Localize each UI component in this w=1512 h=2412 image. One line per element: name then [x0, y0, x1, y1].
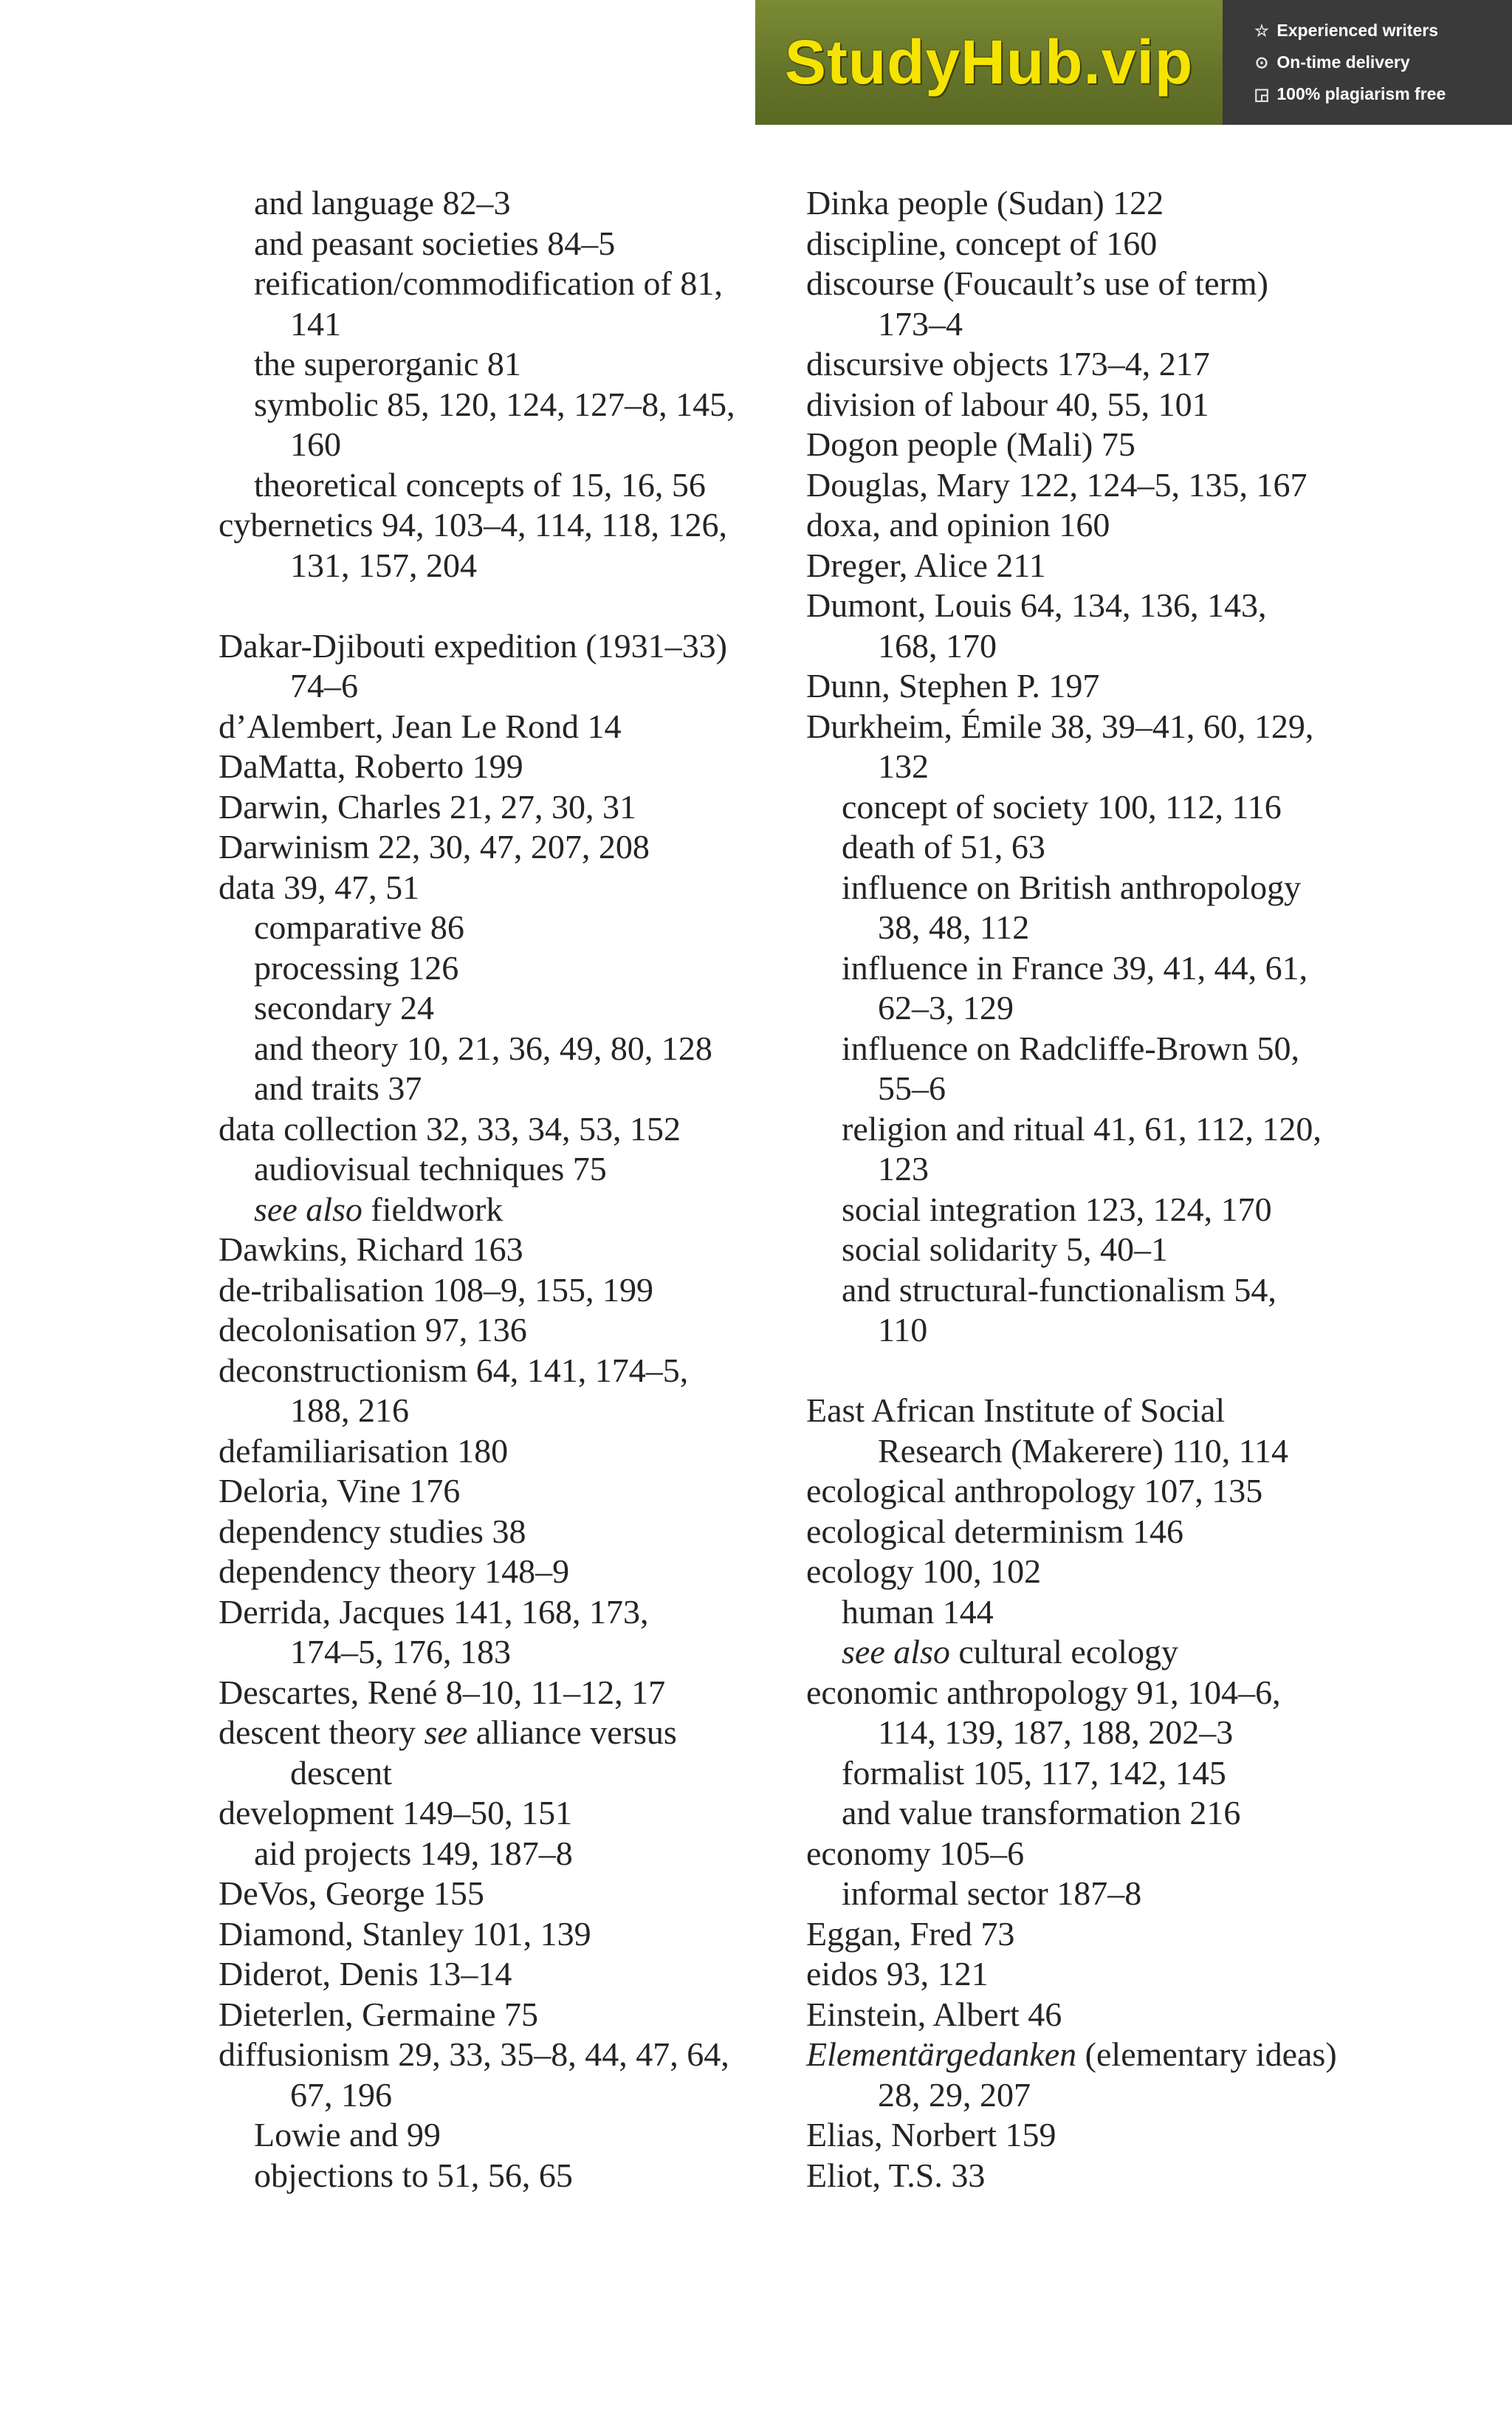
entry-text: religion and ritual 41, 61, 112, 120, [842, 1109, 1322, 1148]
entry-text: ecology 100, 102 [806, 1552, 1042, 1590]
entry-text: the superorganic 81 [254, 345, 521, 383]
index-turnover-line [219, 666, 735, 707]
entry-text: Dreger, Alice 211 [806, 546, 1046, 584]
entry-text: symbolic 85, 120, 124, 127–8, 145, [254, 385, 735, 423]
index-entry [219, 1310, 735, 1351]
index-entry [219, 1109, 735, 1150]
feature-item [1251, 15, 1446, 47]
index-subentry [219, 465, 735, 506]
entry-text: audiovisual techniques 75 [254, 1150, 607, 1188]
entry-text: Eggan, Fred 73 [806, 1914, 1015, 1953]
index-turnover-line [806, 1431, 1337, 1472]
entry-text: Darwin, Charles 21, 27, 30, 31 [219, 787, 636, 826]
index-entry [806, 546, 1337, 586]
index-entry [219, 1914, 735, 1955]
entry-text: Deloria, Vine 176 [219, 1472, 461, 1510]
entry-text: Dogon people (Mali) 75 [806, 425, 1135, 463]
index-entry [806, 2035, 1337, 2075]
entry-text: concept of society 100, 112, 116 [842, 787, 1282, 826]
feature-item [1251, 78, 1446, 110]
entry-text: doxa, and opinion 160 [806, 506, 1110, 544]
index-subentry [219, 988, 735, 1029]
index-entry [219, 1954, 735, 1995]
index-turnover-line [806, 626, 1337, 667]
entry-text: Elias, Norbert 159 [806, 2116, 1056, 2154]
entry-text: deconstructionism 64, 141, 174–5, [219, 1351, 689, 1389]
index-entry [806, 224, 1337, 264]
index-turnover-line [219, 304, 735, 345]
entry-text: dependency studies 38 [219, 1512, 526, 1550]
index-entry [806, 1471, 1337, 1512]
entry-text: fieldwork [362, 1190, 504, 1228]
entry-text: descent theory [219, 1713, 425, 1751]
index-subentry [806, 1793, 1337, 1834]
entry-text: discipline, concept of 160 [806, 224, 1158, 262]
entry-text: 174–5, 176, 183 [290, 1633, 511, 1671]
index-turnover-line [806, 1149, 1337, 1190]
entry-text: Descartes, René 8–10, 11–12, 17 [219, 1673, 666, 1711]
entry-text: East African Institute of Social [806, 1391, 1226, 1429]
feature-label: Experienced writers [1276, 21, 1438, 40]
entry-text: 141 [290, 304, 341, 343]
index-turnover-line [219, 1753, 735, 1794]
entry-text: data 39, 47, 51 [219, 868, 420, 906]
entry-text: 28, 29, 207 [878, 2075, 1031, 2114]
index-entry [219, 747, 735, 787]
entry-text: death of 51, 63 [842, 828, 1045, 866]
index-turnover-line [219, 2075, 735, 2116]
index-entry [219, 1230, 735, 1270]
entry-text: ecological determinism 146 [806, 1512, 1183, 1550]
entry-text: economy 105–6 [806, 1834, 1025, 1872]
entry-text: alliance versus [467, 1713, 677, 1751]
index-subentry [219, 344, 735, 385]
index-entry [806, 1552, 1337, 1592]
index-subentry [806, 827, 1337, 868]
index-entry [806, 385, 1337, 425]
document-check-icon: ◲ [1254, 85, 1270, 103]
index-subentry [219, 2156, 735, 2196]
index-subentry [806, 1874, 1337, 1914]
entry-text: division of labour 40, 55, 101 [806, 385, 1209, 423]
feature-list [1251, 15, 1446, 110]
logo-text: StudyHub.vip [784, 27, 1194, 97]
entry-text: reification/commodification of 81, [254, 264, 723, 302]
entry-text: de-tribalisation 108–9, 155, 199 [219, 1270, 653, 1309]
index-entry [806, 183, 1337, 224]
index-subentry [219, 183, 735, 224]
entry-text: Dinka people (Sudan) 122 [806, 184, 1164, 222]
entry-text: aid projects 149, 187–8 [254, 1834, 573, 1872]
entry-text: economic anthropology 91, 104–6, [806, 1673, 1281, 1711]
index-entry [806, 2156, 1337, 2196]
entry-text: objections to 51, 56, 65 [254, 2156, 573, 2194]
entry-text: 188, 216 [290, 1391, 409, 1429]
entry-text: theoretical concepts of 15, 16, 56 [254, 465, 706, 504]
entry-text: 67, 196 [290, 2075, 392, 2114]
entry-text: processing 126 [254, 948, 459, 987]
italic-cross-reference: see also [254, 1190, 362, 1228]
star-icon: ☆ [1254, 21, 1269, 40]
index-subentry [806, 1592, 1337, 1633]
index-entry [219, 868, 735, 908]
entry-text: and peasant societies 84–5 [254, 224, 616, 262]
index-entry [806, 505, 1337, 546]
index-entry [219, 1713, 735, 1753]
index-entry [219, 1552, 735, 1592]
entry-text: Dieterlen, Germaine 75 [219, 1995, 538, 2033]
index-subentry [806, 1109, 1337, 1150]
entry-text: d’Alembert, Jean Le Rond 14 [219, 707, 622, 745]
entry-text: (elementary ideas) [1076, 2035, 1337, 2073]
entry-text: dependency theory 148–9 [219, 1552, 570, 1590]
index-turnover-line [806, 1069, 1337, 1109]
index-turnover-line [806, 304, 1337, 345]
italic-cross-reference: see also [842, 1633, 950, 1671]
index-letter-group [219, 626, 735, 2196]
entry-text: 62–3, 129 [878, 989, 1014, 1027]
index-entry [806, 1954, 1337, 1995]
entry-text: influence on British anthropology [842, 868, 1302, 906]
index-entry [806, 344, 1337, 385]
entry-text: Lowie and 99 [254, 2116, 441, 2154]
entry-text: development 149–50, 151 [219, 1794, 573, 1832]
index-subentry [219, 385, 735, 425]
index-entry [219, 1431, 735, 1472]
entry-text: and theory 10, 21, 36, 49, 80, 128 [254, 1029, 712, 1067]
index-entry [806, 425, 1337, 465]
entry-text: decolonisation 97, 136 [219, 1311, 527, 1349]
entry-text: influence in France 39, 41, 44, 61, [842, 948, 1308, 987]
entry-text: cybernetics 94, 103–4, 114, 118, 126, [219, 506, 728, 544]
index-entry [806, 465, 1337, 506]
entry-text: Darwinism 22, 30, 47, 207, 208 [219, 828, 650, 866]
index-entry [219, 2035, 735, 2075]
index-entry [806, 1834, 1337, 1874]
index-entry [806, 707, 1337, 747]
index-subentry [806, 1270, 1337, 1311]
index-subentry [806, 948, 1337, 989]
entry-text: and traits 37 [254, 1069, 422, 1107]
index-entry [806, 2115, 1337, 2156]
index-subentry [219, 1069, 735, 1109]
entry-text: 132 [878, 747, 929, 785]
entry-text: Dawkins, Richard 163 [219, 1230, 523, 1268]
entry-text: Diderot, Denis 13–14 [219, 1955, 512, 1993]
entry-text: comparative 86 [254, 908, 464, 946]
feature-label: 100% plagiarism free [1276, 84, 1446, 103]
index-subentry [806, 1230, 1337, 1270]
entry-text: and value transformation 216 [842, 1794, 1241, 1832]
entry-text: informal sector 187–8 [842, 1874, 1142, 1912]
index-column-right [806, 183, 1337, 2196]
index-entry [219, 1793, 735, 1834]
entry-text: secondary 24 [254, 989, 434, 1027]
index-turnover-line [806, 988, 1337, 1029]
index-turnover-line [806, 908, 1337, 948]
entry-text: 38, 48, 112 [878, 908, 1030, 946]
entry-text: cultural ecology [949, 1633, 1179, 1671]
entry-text: Research (Makerere) 110, 114 [878, 1431, 1288, 1470]
entry-text: eidos 93, 121 [806, 1955, 989, 1993]
index-entry [219, 707, 735, 747]
index-turnover-line [806, 1310, 1337, 1351]
entry-text: and structural-functionalism 54, [842, 1270, 1276, 1309]
entry-text: DeVos, George 155 [219, 1874, 484, 1912]
entry-text: Dunn, Stephen P. 197 [806, 667, 1100, 705]
index-subentry [219, 224, 735, 264]
entry-text: 110 [878, 1311, 928, 1349]
watermark-logo [755, 0, 1223, 125]
entry-text: Eliot, T.S. 33 [806, 2156, 986, 2194]
index-entry [806, 264, 1337, 304]
entry-text: Dakar-Djibouti expedition (1931–33) [219, 626, 727, 665]
index-letter-group [219, 183, 735, 586]
entry-text: social solidarity 5, 40–1 [842, 1230, 1169, 1268]
index-entry [806, 1512, 1337, 1552]
entry-text: and language 82–3 [254, 184, 511, 222]
feature-label: On-time delivery [1276, 52, 1410, 72]
index-subentry [806, 1029, 1337, 1069]
entry-text: discursive objects 173–4, 217 [806, 345, 1210, 383]
index-subentry [219, 1834, 735, 1874]
index-entry [806, 1995, 1337, 2035]
index-turnover-line [806, 1713, 1337, 1753]
index-entry [806, 666, 1337, 707]
entry-text: 168, 170 [878, 626, 997, 665]
index-subentry [806, 1632, 1337, 1673]
index-column-left [219, 183, 735, 2196]
entry-text: 173–4 [878, 304, 963, 343]
index-subentry [219, 1190, 735, 1230]
entry-text: descent [290, 1753, 392, 1792]
index-turnover-line [219, 546, 735, 586]
index-turnover-line [219, 425, 735, 465]
index-letter-group [806, 183, 1337, 1351]
index-entry [219, 505, 735, 546]
index-subentry [219, 2115, 735, 2156]
entry-text: discourse (Foucault’s use of term) [806, 264, 1268, 302]
index-subentry [219, 948, 735, 989]
index-subentry [806, 868, 1337, 908]
index-entry [219, 1351, 735, 1391]
index-subentry [219, 908, 735, 948]
index-subentry [219, 1029, 735, 1069]
entry-text: 114, 139, 187, 188, 202–3 [878, 1713, 1234, 1751]
index-entry [219, 1512, 735, 1552]
entry-text: human 144 [842, 1592, 994, 1631]
index-entry [219, 827, 735, 868]
entry-text: Einstein, Albert 46 [806, 1995, 1062, 2033]
entry-text: DaMatta, Roberto 199 [219, 747, 523, 785]
index-turnover-line [806, 747, 1337, 787]
entry-text: Durkheim, Émile 38, 39–41, 60, 129, [806, 707, 1314, 745]
entry-text: Diamond, Stanley 101, 139 [219, 1914, 591, 1953]
index-subentry [806, 1753, 1337, 1794]
entry-text: ecological anthropology 107, 135 [806, 1472, 1263, 1510]
index-turnover-line [219, 1391, 735, 1431]
index-entry [219, 626, 735, 667]
index-turnover-line [219, 1632, 735, 1673]
index-turnover-line [806, 2075, 1337, 2116]
entry-text: 74–6 [290, 667, 358, 705]
index-entry [219, 1270, 735, 1311]
index-entry [806, 586, 1337, 626]
entry-text: Dumont, Louis 64, 134, 136, 143, [806, 586, 1267, 624]
index-entry [219, 1673, 735, 1713]
watermark-banner [755, 0, 1512, 125]
entry-text: Derrida, Jacques 141, 168, 173, [219, 1592, 649, 1631]
index-entry [219, 787, 735, 828]
index-entry [806, 1391, 1337, 1431]
index-subentry [219, 1149, 735, 1190]
index-entry [219, 1592, 735, 1633]
index-subentry [806, 1190, 1337, 1230]
index-entry [806, 1673, 1337, 1713]
entry-text: defamiliarisation 180 [219, 1431, 509, 1470]
index-entry [219, 1471, 735, 1512]
entry-text: diffusionism 29, 33, 35–8, 44, 47, 64, [219, 2035, 729, 2073]
index-letter-group [806, 1391, 1337, 2196]
index-subentry [219, 264, 735, 304]
entry-text: social integration 123, 124, 170 [842, 1190, 1272, 1228]
italic-cross-reference: Elementärgedanken [806, 2035, 1077, 2073]
entry-text: 160 [290, 425, 341, 463]
index-entry [219, 1874, 735, 1914]
entry-text: influence on Radcliffe-Brown 50, [842, 1029, 1299, 1067]
clock-icon: ⊙ [1254, 53, 1269, 72]
italic-cross-reference: see [424, 1713, 468, 1751]
entry-text: 131, 157, 204 [290, 546, 477, 584]
entry-text: data collection 32, 33, 34, 53, 152 [219, 1109, 681, 1148]
entry-text: Douglas, Mary 122, 124–5, 135, 167 [806, 465, 1307, 504]
entry-text: 123 [878, 1150, 929, 1188]
index-entry [219, 1995, 735, 2035]
index-entry [806, 1914, 1337, 1955]
entry-text: 55–6 [878, 1069, 946, 1107]
entry-text: formalist 105, 117, 142, 145 [842, 1753, 1226, 1792]
index-subentry [806, 787, 1337, 828]
feature-item [1251, 47, 1446, 78]
